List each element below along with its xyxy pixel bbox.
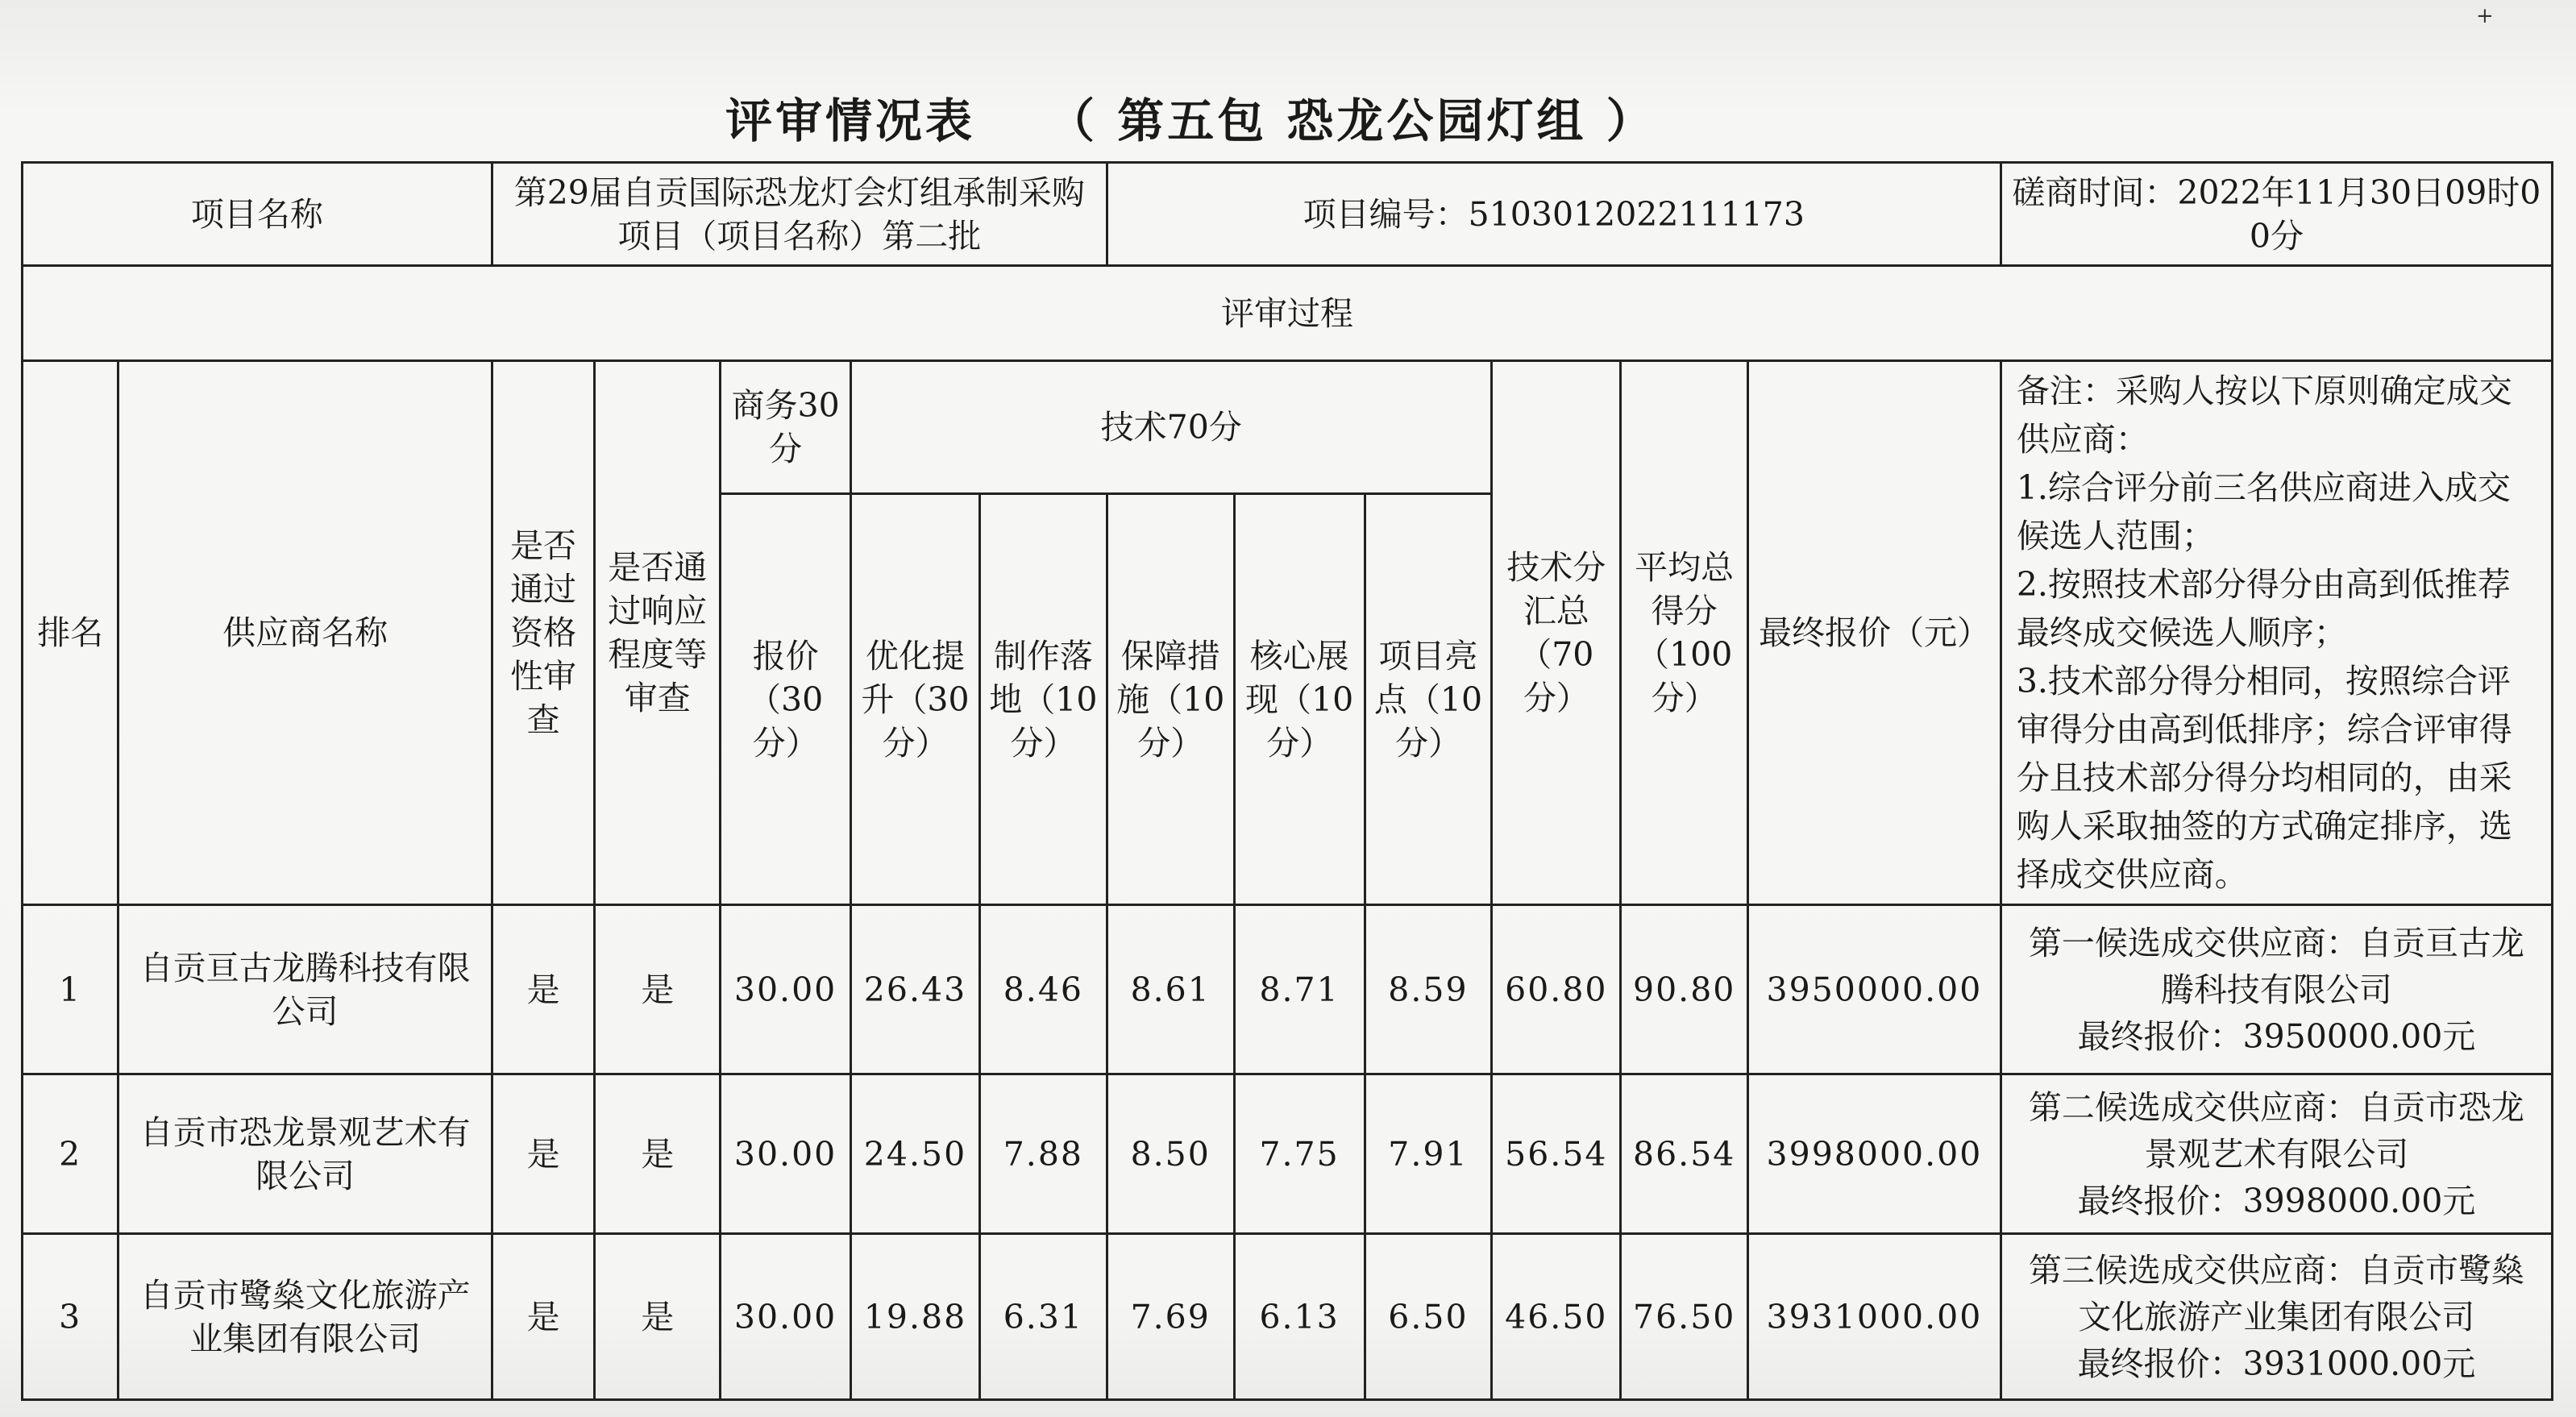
supplier-cell: 自贡市恐龙景观艺术有限公司 [118,1074,492,1234]
section-title: 评审过程 [23,266,2553,361]
supplier-cell: 自贡亘古龙腾科技有限公司 [118,905,492,1074]
tech-total-cell: 60.80 [1492,905,1621,1074]
col-response: 是否通过响应程度等审查 [595,361,721,905]
highlights-cell: 8.59 [1365,905,1492,1074]
response-cell: 是 [595,1074,721,1234]
guarantee-cell: 8.50 [1107,1074,1234,1234]
avg-total-cell: 76.50 [1621,1234,1748,1400]
price-score-cell: 30.00 [721,1234,851,1400]
col-highlights: 项目亮点（10分） [1365,494,1492,905]
core-display-cell: 8.71 [1234,905,1365,1074]
col-rank: 排名 [23,361,118,905]
tech-total-cell: 46.50 [1492,1234,1621,1400]
project-code: 项目编号：5103012022111173 [1107,163,2001,266]
col-production: 制作落地（10分） [979,494,1107,905]
col-technical-group: 技术70分 [851,361,1492,494]
production-cell: 7.88 [979,1074,1107,1234]
rank-cell: 2 [23,1074,118,1234]
price-score-cell: 30.00 [721,905,851,1074]
production-cell: 8.46 [979,905,1107,1074]
optimization-cell: 24.50 [851,1074,980,1234]
col-tech-total: 技术分汇总（70分） [1492,361,1621,905]
optimization-cell: 26.43 [851,905,980,1074]
section-row [23,266,2553,361]
supplier-cell: 自贡市鹭燊文化旅游产业集团有限公司 [118,1234,492,1400]
avg-total-cell: 86.54 [1621,1074,1748,1234]
tech-total-cell: 56.54 [1492,1074,1621,1234]
guarantee-cell: 7.69 [1107,1234,1234,1400]
header-row [23,163,2553,266]
table-row [23,1234,2553,1400]
core-display-cell: 6.13 [1234,1234,1365,1400]
candidate-supplier: 第三候选成交供应商：自贡市鹭燊文化旅游产业集团有限公司 [2028,1250,2524,1336]
candidate-supplier: 第一候选成交供应商：自贡亘古龙腾科技有限公司 [2028,923,2524,1009]
rank-cell: 3 [23,1234,118,1400]
candidate-cell [2001,1074,2552,1234]
core-display-cell: 7.75 [1234,1074,1365,1234]
candidate-cell [2001,1234,2552,1400]
col-business-group: 商务30分 [721,361,851,494]
price-score-cell: 30.00 [721,1074,851,1234]
qualification-cell: 是 [492,1234,594,1400]
candidate-price: 最终报价：3931000.00元 [2077,1344,2476,1383]
group-header-row [23,361,2553,494]
response-cell: 是 [595,905,721,1074]
final-price-cell: 3931000.00 [1748,1234,2001,1400]
col-final-price: 最终报价（元） [1748,361,2001,905]
col-guarantee: 保障措施（10分） [1107,494,1234,905]
note-cell [2001,361,2552,905]
candidate-supplier: 第二候选成交供应商：自贡市恐龙景观艺术有限公司 [2028,1087,2524,1174]
final-price-cell: 3998000.00 [1748,1074,2001,1234]
col-avg-total: 平均总得分（100分） [1621,361,1748,905]
table-row [23,905,2553,1074]
candidate-price: 最终报价：3950000.00元 [2077,1016,2476,1056]
page-title [725,81,1934,161]
note-line: 1.综合评分前三名供应商进入成交候选人范围； [2016,468,2511,555]
highlights-cell: 6.50 [1365,1234,1492,1400]
avg-total-cell: 90.80 [1621,905,1748,1074]
rank-cell: 1 [23,905,118,1074]
project-name-label: 项目名称 [23,163,492,266]
title-package: （ 第五包 恐龙公园灯组 ） [1048,93,1656,148]
guarantee-cell: 8.61 [1107,905,1234,1074]
negotiation-time: 磋商时间：2022年11月30日09时00分 [2001,163,2552,266]
qualification-cell: 是 [492,905,594,1074]
response-cell: 是 [595,1234,721,1400]
col-optimization: 优化提升（30分） [851,494,980,905]
col-qualification: 是否通过资格性审查 [492,361,594,905]
col-price: 报价（30分） [721,494,851,905]
col-core-display: 核心展现（10分） [1234,494,1365,905]
note-line: 2.按照技术部分得分由高到低推荐最终成交候选人顺序； [2016,565,2511,652]
candidate-cell [2001,905,2552,1074]
title-main: 评审情况表 [725,93,976,148]
highlights-cell: 7.91 [1365,1074,1492,1234]
project-name-value: 第29届自贡国际恐龙灯会灯组承制采购项目（项目名称）第二批 [492,163,1107,266]
candidate-price: 最终报价：3998000.00元 [2077,1181,2476,1220]
review-table [21,161,2553,1401]
note-line: 备注：采购人按以下原则确定成交供应商： [2016,372,2512,459]
production-cell: 6.31 [979,1234,1107,1400]
final-price-cell: 3950000.00 [1748,905,2001,1074]
optimization-cell: 19.88 [851,1234,980,1400]
col-supplier: 供应商名称 [118,361,492,905]
note-line: 3.技术部分得分相同，按照综合评审得分由高到低排序；综合评审得分且技术部分得分均相同的，由采购人采取抽签的方式确定排序，选择成交供应商。 [2016,662,2512,894]
corner-mark: + [2476,4,2494,28]
table-row [23,1074,2553,1234]
qualification-cell: 是 [492,1074,594,1234]
